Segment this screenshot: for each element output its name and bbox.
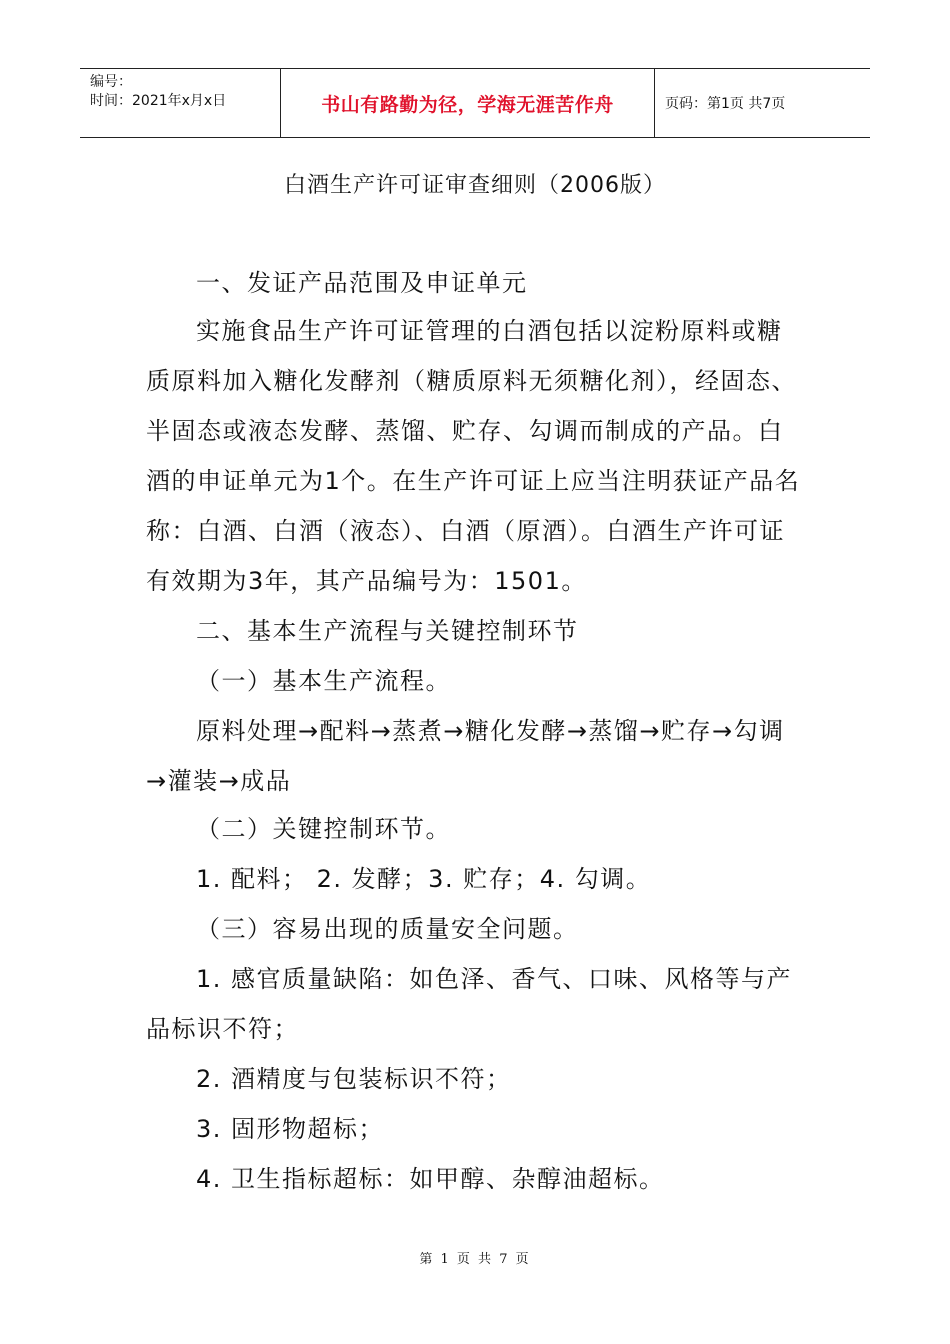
control-points-text: 1. 配料； 2. 发酵；3. 贮存；4. 勾调。 [196,865,652,893]
issue-item-2: 2. 酒精度与包装标识不符； [196,1065,512,1093]
document-header [80,68,870,138]
subsection-issues-heading: （三）容易出现的质量安全问题。 [196,915,579,943]
header-meta [80,69,281,137]
issue-item-4: 4. 卫生指标超标：如甲醇、杂醇油超标。 [196,1165,665,1193]
subsection-control-heading: （二）关键控制环节。 [196,815,451,843]
production-flow-text: 原料处理→配料→蒸煮→糖化发酵→蒸馏→贮存→勾调→灌装→成品 [146,717,785,795]
page-footer: 第 1 页 共 7 页 [419,1252,531,1267]
scope-paragraph: 实施食品生产许可证管理的白酒包括以淀粉原料或糖质原料加入糖化发酵剂（糖质原料无须糖化剂），经固态、半固态或液态发酵、蒸馏、贮存、勾调而制成的产品。白酒的申证单元为1个。在生产许可证上应当注明获证产品名称：白酒、白酒（液态）、白酒（原酒）。白酒生产许可证有效期为3年，其产品编号为：1501。 [146,317,801,595]
issue-item-3: 3. 固形物超标； [196,1115,385,1143]
subsection-flow-heading: （一）基本生产流程。 [196,667,451,695]
header-motto: 书山有路勤为径，学海无涯苦作舟 [281,69,655,137]
doc-number-label: 编号： [90,74,132,90]
section-heading-2: 二、基本生产流程与关键控制环节 [196,617,579,645]
document-title: 白酒生产许可证审查细则（2006版） [284,173,666,198]
doc-time-label: 时间：2021年x月x日 [90,93,227,109]
header-page-label: 页码：第1页 共7页 [665,96,786,112]
section-heading-1-text: 一、发证产品范围及申证单元 [196,269,528,297]
issue-item-1: 1. 感官质量缺陷：如色泽、香气、口味、风格等与产品标识不符； [146,965,793,1043]
